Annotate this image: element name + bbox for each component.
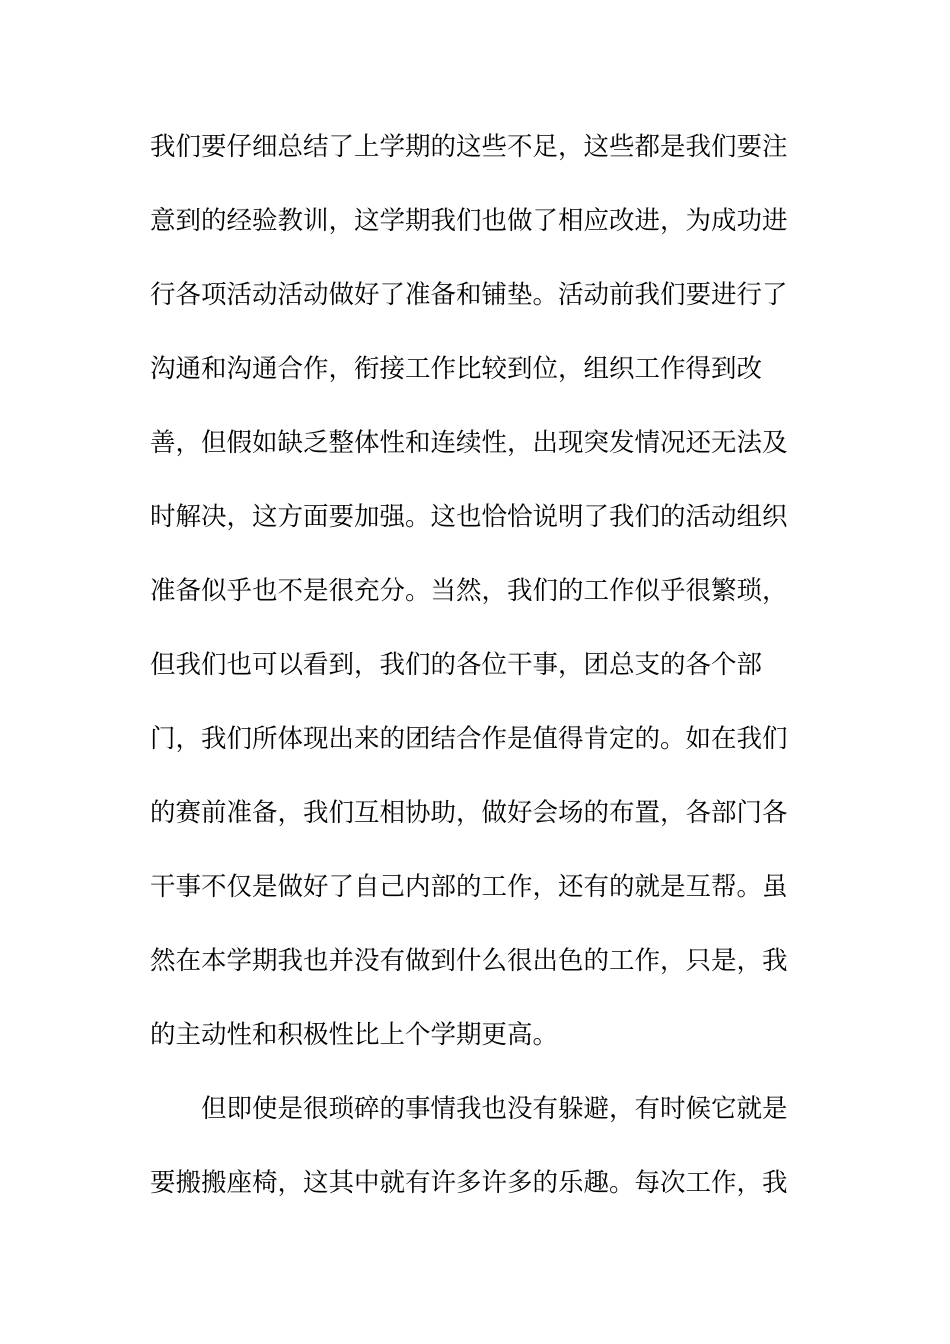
- text-line: 行各项活动活动做好了准备和铺垫。活动前我们要进行了: [150, 280, 788, 310]
- text-line: 准备似乎也不是很充分。当然，我们的工作似乎很繁琐，: [150, 576, 788, 606]
- text-line: 时解决，这方面要加强。这也恰恰说明了我们的活动组织: [150, 502, 788, 532]
- text-line: 的主动性和积极性比上个学期更高。: [150, 1020, 559, 1050]
- text-line: 干事不仅是做好了自己内部的工作，还有的就是互帮。虽: [150, 872, 788, 902]
- text-line: 门，我们所体现出来的团结合作是值得肯定的。如在我们: [150, 724, 788, 754]
- text-line: 要搬搬座椅，这其中就有许多许多的乐趣。每次工作，我: [150, 1168, 788, 1198]
- text-line: 沟通和沟通合作，衔接工作比较到位，组织工作得到改: [150, 354, 763, 384]
- text-line: 意到的经验教训，这学期我们也做了相应改进，为成功进: [150, 206, 788, 236]
- body-text: [150, 130, 800, 1240]
- paragraph-first-line: 但即使是很琐碎的事情我也没有躲避，有时候它就是: [201, 1094, 788, 1124]
- text-line: 的赛前准备，我们互相协助，做好会场的布置，各部门各: [150, 798, 788, 828]
- text-line: 善，但假如缺乏整体性和连续性，出现突发情况还无法及: [150, 428, 788, 458]
- text-line: 我们要仔细总结了上学期的这些不足，这些都是我们要注: [150, 132, 788, 162]
- text-line: 然在本学期我也并没有做到什么很出色的工作，只是，我: [150, 946, 788, 976]
- text-line: 但我们也可以看到，我们的各位干事，团总支的各个部: [150, 650, 763, 680]
